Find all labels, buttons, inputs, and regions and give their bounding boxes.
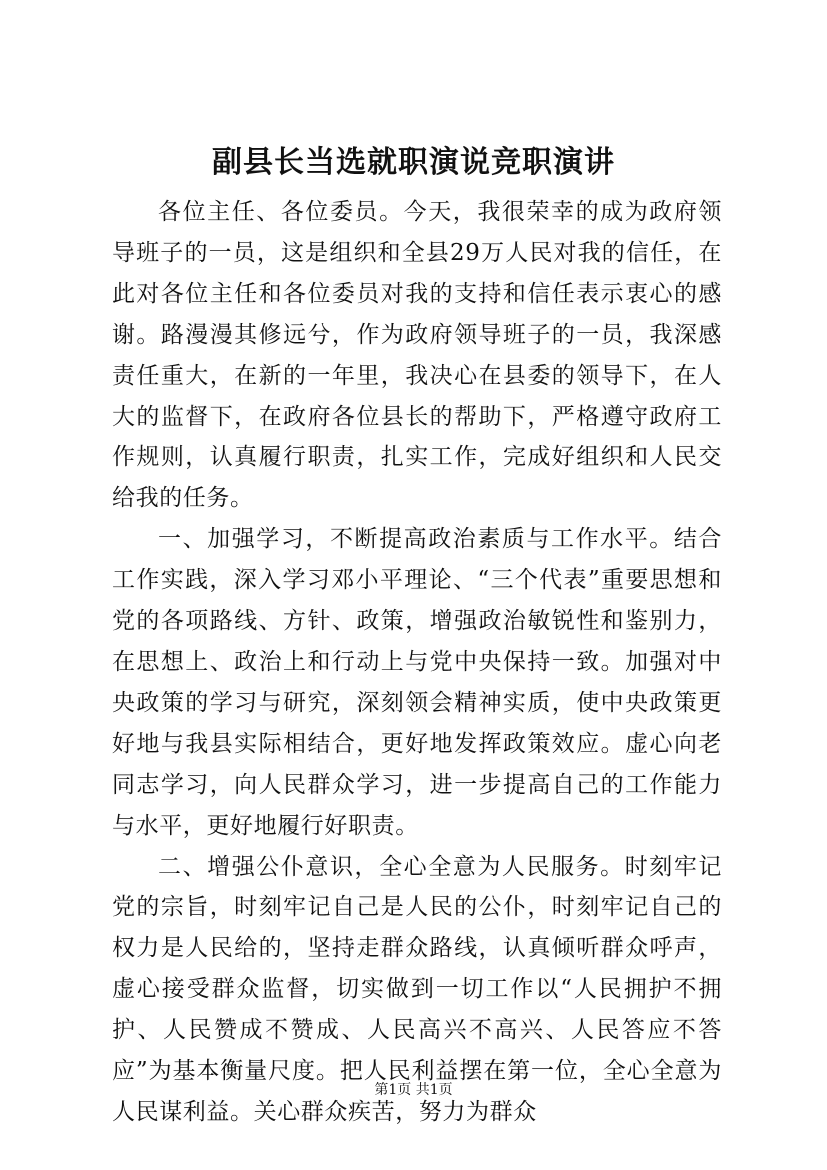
paragraph-section-one: 一、加强学习，不断提高政治素质与工作水平。结合工作实践，深入学习邓小平理论、“三个代表”重要思想和党的各项路线、方针、政策，增强政治敏锐性和鉴别力，在思想上、政治上和行动上与党中央保持一致。加强对中央政策的学习与研究，深刻领会精神实质，使中央政策更好地与我县实际相结合，更好地发挥政策效应。虚心向老同志学习，向人民群众学习，进一步提高自己的工作能力与水平，更好地履行好职责。 <box>112 526 722 839</box>
paragraph-section-two: 二、增强公仆意识，全心全意为人民服务。时刻牢记党的宗旨，时刻牢记自己是人民的公仆，时刻牢记自己的权力是人民给的，坚持走群众路线，认真倾听群众呼声，虚心接受群众监督，切实做到一切工作以“人民拥护不拥护、人民赞成不赞成、人民高兴不高兴、人民答应不答应”为基本衡量尺度。把人民利益摆在第一位，全心全意为人民谋利益。关心群众疾苦，努力为群众 <box>112 853 722 1125</box>
document-title: 副县长当选就职演说竞职演讲 <box>212 145 615 180</box>
page-number-footer: 第1页 共1页 <box>374 1082 453 1098</box>
document-body <box>112 192 722 1133</box>
paragraph-intro: 各位主任、各位委员。今天，我很荣幸的成为政府领导班子的一员，这是组织和全县29万人民对我的信任，在此对各位主任和各位委员对我的支持和信任表示衷心的感谢。路漫漫其修远兮，作为政府领导班子的一员，我深感责任重大，在新的一年里，我决心在县委的领导下，在人大的监督下，在政府各位县长的帮助下，严格遵守政府工作规则，认真履行职责，扎实工作，完成好组织和人民交给我的任务。 <box>112 199 722 512</box>
